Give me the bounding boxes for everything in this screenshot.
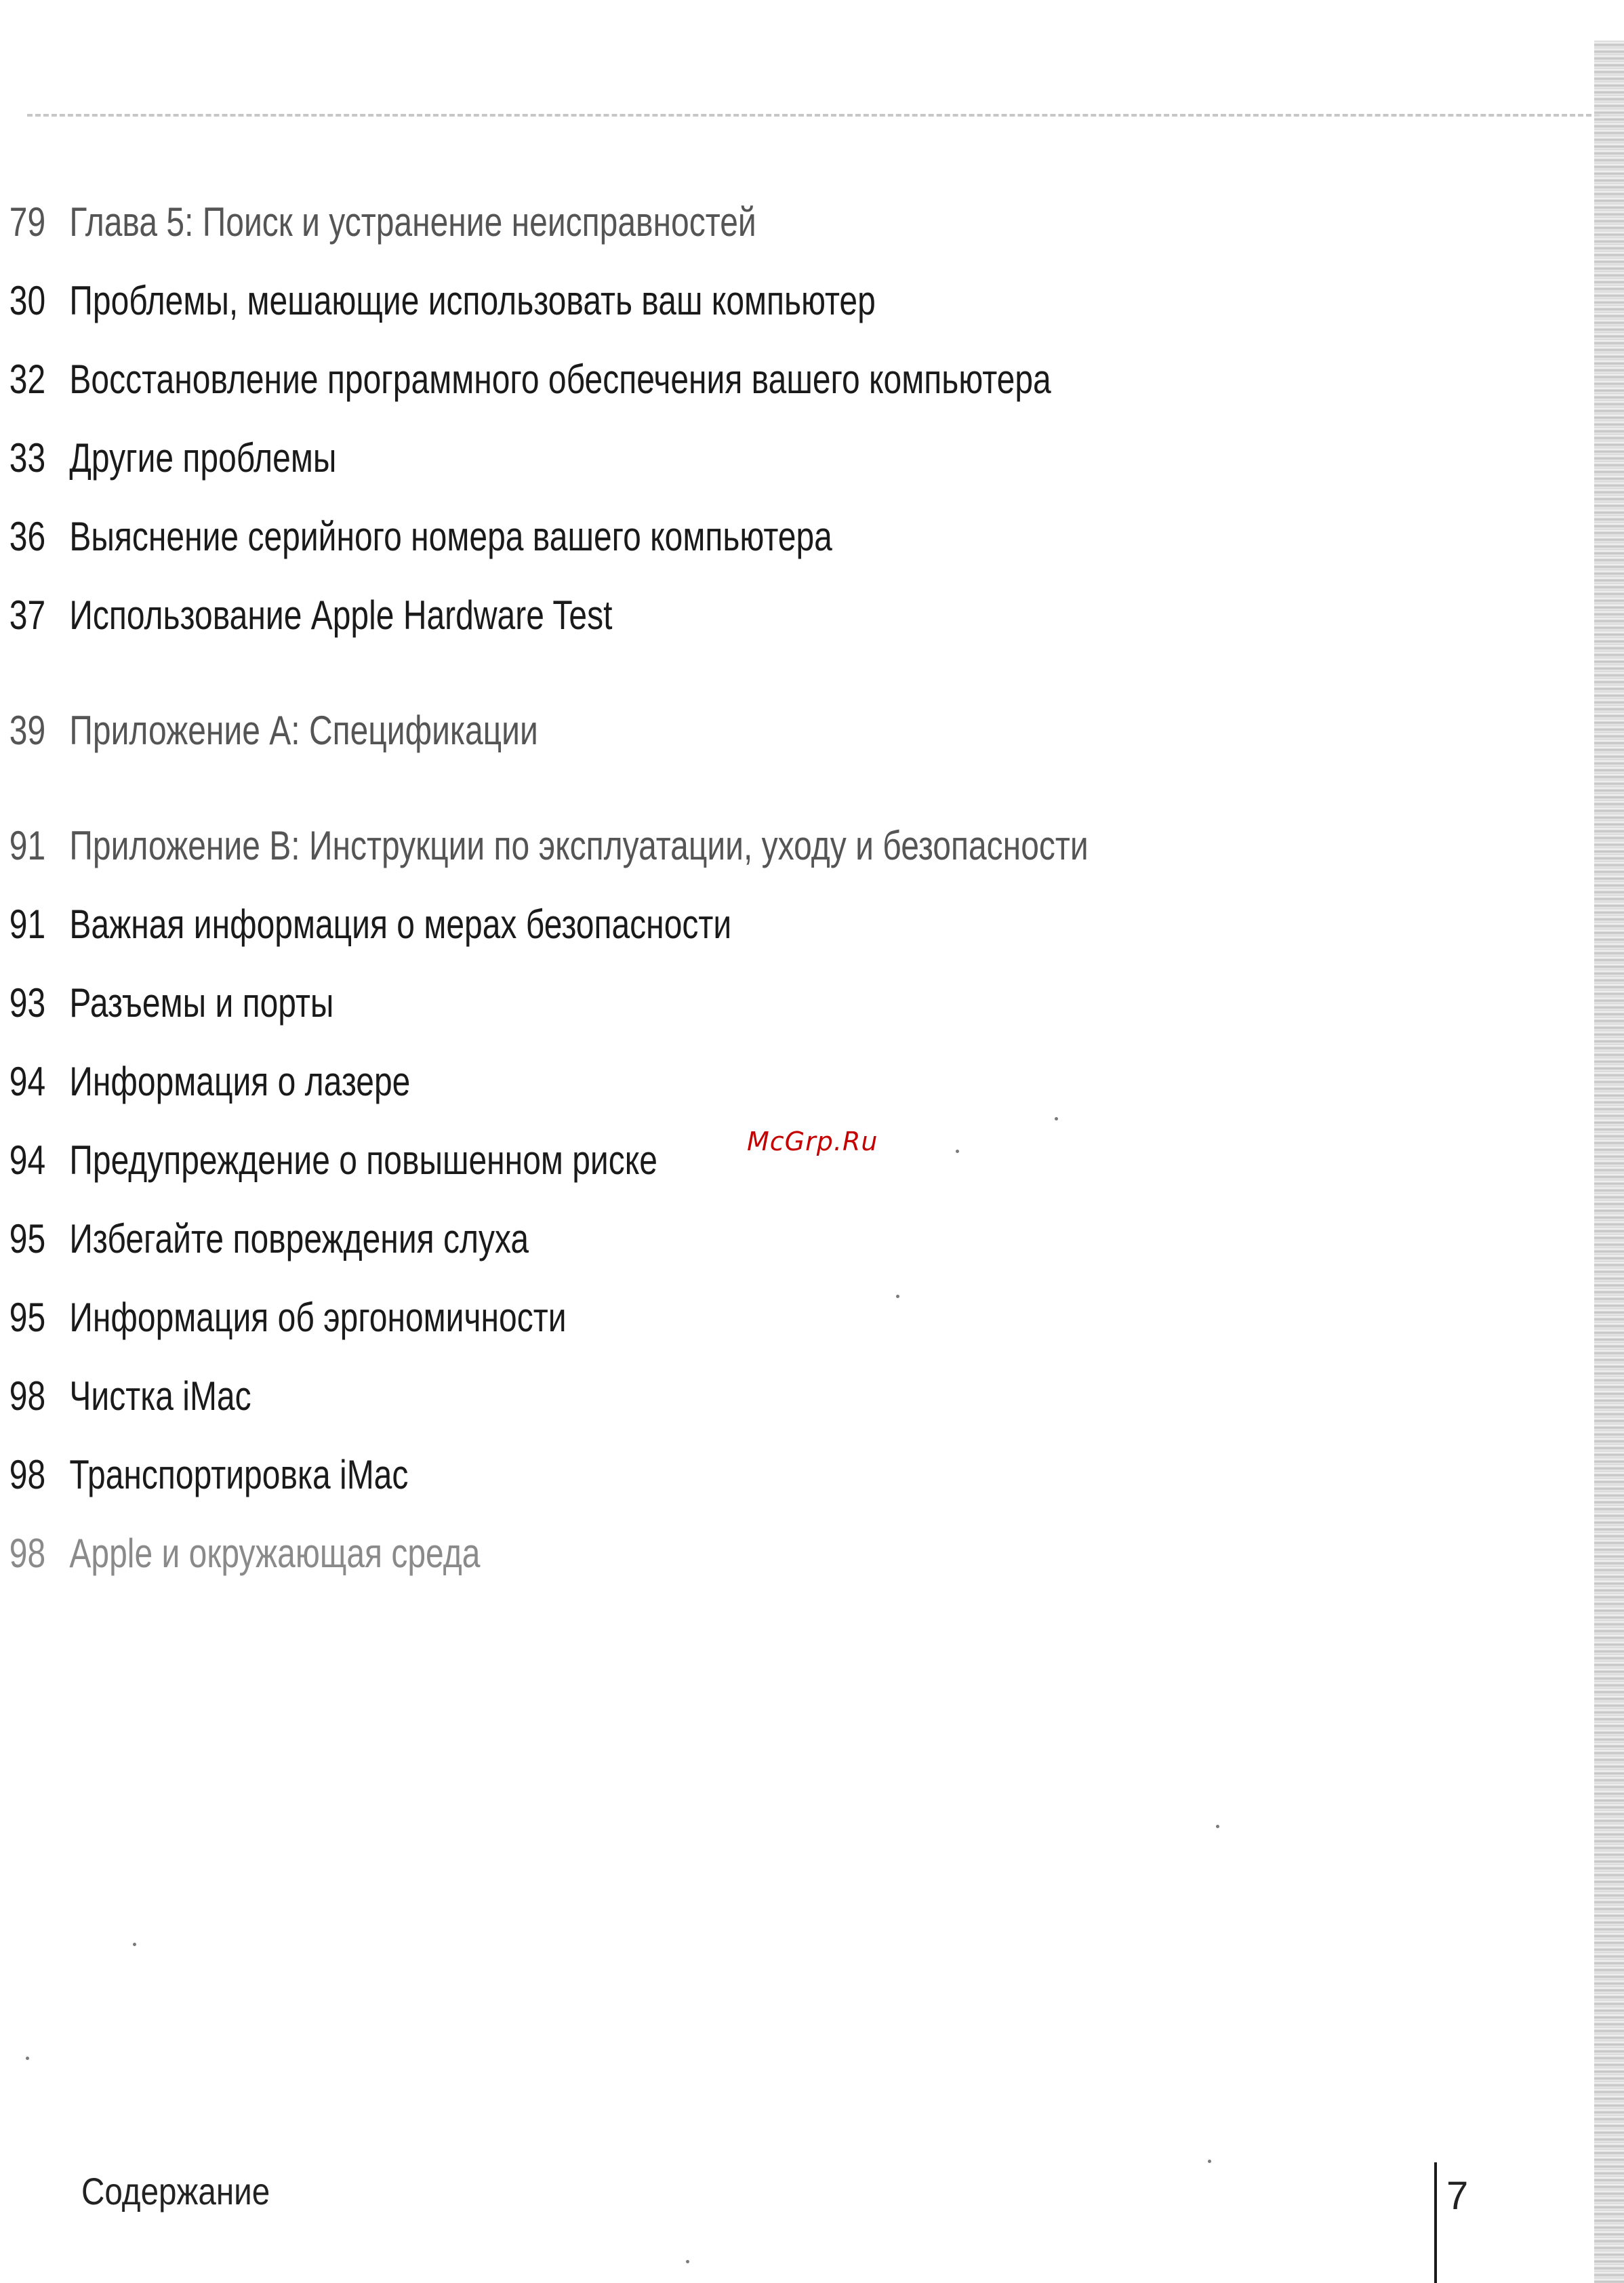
toc-title: Предупреждение о повышенном риске [69, 1137, 657, 1183]
toc-page-number: 32 [9, 357, 46, 402]
toc-page-number: 94 [9, 1059, 46, 1104]
toc-title: Избегайте повреждения слуха [69, 1216, 529, 1261]
toc-page-number: 79 [9, 199, 46, 245]
scan-speck [686, 2260, 689, 2263]
toc-page-number: 37 [9, 592, 46, 638]
toc-page-number: 33 [9, 435, 46, 481]
toc-title: Проблемы, мешающие использовать ваш компьютер [69, 278, 876, 323]
toc-title: Выяснение серийного номера вашего компьютера [69, 514, 832, 559]
scan-speck [1208, 2160, 1211, 2163]
toc-title: Приложение А: Спецификации [69, 708, 538, 753]
toc-page-number: 95 [9, 1216, 46, 1261]
toc-title: Разъемы и порты [69, 980, 334, 1026]
toc-title: Глава 5: Поиск и устранение неисправностей [69, 199, 756, 245]
scan-edge [1594, 41, 1624, 2283]
toc-title: Информация о лазере [69, 1059, 411, 1104]
toc-entry[interactable] [0, 1452, 409, 1497]
toc-page-number: 98 [9, 1373, 46, 1419]
footer-section-title: Содержание [81, 2170, 270, 2213]
toc-title: Другие проблемы [69, 435, 337, 481]
toc-title: Apple и окружающая среда [69, 1531, 481, 1576]
toc-title: Транспортировка iMac [69, 1452, 409, 1497]
toc-title: Важная информация о мерах безопасности [69, 902, 732, 947]
toc-page-number: 36 [9, 514, 46, 559]
toc-page-number: 30 [9, 278, 46, 323]
toc-page-number: 98 [9, 1452, 46, 1497]
toc-heading[interactable] [0, 823, 1089, 868]
footer-divider [1434, 2162, 1437, 2283]
scan-speck [1055, 1117, 1058, 1120]
toc-entry[interactable] [0, 1373, 251, 1419]
toc-page-number: 94 [9, 1137, 46, 1183]
toc-page-number: 39 [9, 708, 46, 753]
watermark: McGrp.Ru [747, 1127, 878, 1156]
toc-entry[interactable] [0, 1059, 411, 1104]
toc-entry[interactable] [0, 514, 832, 559]
toc-entry[interactable] [0, 359, 1051, 400]
scan-speck [896, 1295, 899, 1298]
toc-entry[interactable] [0, 980, 334, 1026]
toc-page-number: 98 [9, 1531, 46, 1576]
toc-page-number: 91 [9, 823, 46, 868]
toc-entry[interactable] [0, 1137, 657, 1183]
toc-title: Приложение В: Инструкции по эксплуатации, уходу и безопасности [69, 823, 1089, 868]
scan-speck [133, 1943, 136, 1946]
scan-speck [26, 2057, 29, 2060]
toc-page-number: 91 [9, 902, 46, 947]
toc-page-number: 95 [9, 1295, 46, 1340]
toc-entry[interactable] [0, 1216, 529, 1261]
scan-speck [956, 1150, 959, 1153]
toc-heading[interactable] [0, 199, 756, 245]
toc-entry[interactable] [0, 904, 731, 945]
toc-heading[interactable] [0, 710, 538, 751]
toc-entry[interactable] [0, 1533, 480, 1574]
toc-title: Восстановление программного обеспечения вашего компьютера [69, 357, 1051, 402]
toc-entry[interactable] [0, 278, 876, 323]
scan-speck [1216, 1825, 1219, 1828]
toc-title: Чистка iMac [69, 1373, 251, 1419]
toc-title: Использование Apple Hardware Test [69, 592, 613, 638]
toc-entry[interactable] [0, 435, 337, 481]
toc-page-number: 93 [9, 980, 46, 1026]
toc-title: Информация об эргономичности [69, 1295, 567, 1340]
toc-entry[interactable] [0, 592, 613, 638]
toc-entry[interactable] [0, 1297, 567, 1338]
page-number: 7 [1446, 2174, 1469, 2218]
